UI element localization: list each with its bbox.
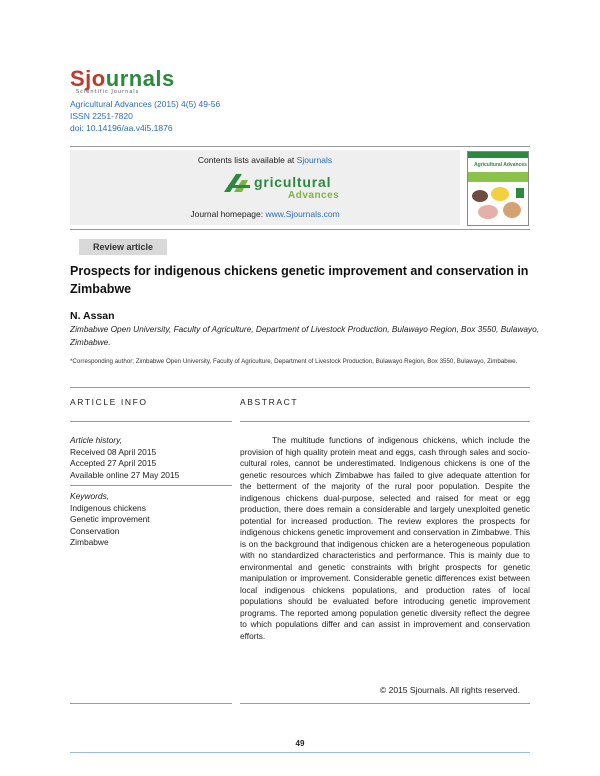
footer-rule-right — [240, 703, 530, 704]
bottom-rule — [70, 752, 530, 753]
copyright: © 2015 Sjournals. All rights reserved. — [380, 685, 520, 695]
info-rule — [70, 421, 232, 422]
article-info-heading: ARTICLE INFO — [70, 397, 148, 407]
abstract-heading: ABSTRACT — [240, 397, 299, 407]
publisher-tagline: Scientific Journals — [76, 89, 140, 95]
doi-link[interactable]: doi: 10.14196/aa.v4i5.1876 — [70, 123, 173, 133]
keywords-label: Keywords, — [70, 491, 110, 501]
history-label: Article history, — [70, 435, 122, 445]
online-date: Available online 27 May 2015 — [70, 469, 180, 480]
issn: ISSN 2251-7820 — [70, 111, 133, 121]
journal-citation: Agricultural Advances (2015) 4(5) 49-56 — [70, 99, 221, 109]
keyword: Indigenous chickens — [70, 502, 146, 513]
journal-logo-a-icon — [222, 172, 256, 194]
article-title: Prospects for indigenous chickens genetic improvement and conservation in Zimbabwe — [70, 264, 529, 296]
keyword: Conservation — [70, 525, 120, 536]
journal-cover-thumbnail — [467, 151, 529, 226]
journal-homepage-line: Journal homepage: www.Sjournals.com — [190, 209, 340, 219]
accepted-date: Accepted 27 April 2015 — [70, 458, 157, 468]
author-affiliation: Zimbabwe Open University, Faculty of Agriculture, Department of Livestock Production, Bulawayo Region, Box 3550, Bulawayo, Zimbabwe. — [70, 324, 540, 347]
keyword: Zimbabwe — [70, 537, 109, 547]
cover-image — [468, 184, 528, 224]
abstract-rule — [240, 421, 530, 422]
received-date: Received 08 April 2015 — [70, 446, 157, 457]
info-top-rule — [70, 387, 530, 388]
journal-logo: gricultural Advances — [222, 170, 362, 204]
keywords-block — [70, 491, 150, 549]
abstract-text: The multitude functions of indigenous chickens, which include the provision of high quality protein meat and eggs, cash through sales and socio-cultural roles, cannot be underestimated. Indigenous chickens is one of the genetic resources which Zimbabwe has failed to give adequate attention for the betterment of the majority of the rural poor population. Despite the indigenous chickens dual-purpose, selected and raised for meat or egg production, there does remain a considerable and largely unexploited genetic potential for increased production. The review explores the prospects for indigenous chickens genetic improvement and conservation in Zimbabwe. This is on the background that indigenous chicken are a heterogeneous population with no standardized characteristics and performance. This is mainly due to environmental and genetic constraints with bright prospects for genetic manipulation or improvement. Considerable genetic differences exist between local indigenous chickens populations, and production rates of local populations should be evaluated before introducing genetic improvement programs. The reported among population genetic diversity reflect the degree to which populations differ and can assist in improvement and conservation efforts. — [240, 435, 530, 641]
author-name: N. Assan — [70, 310, 115, 322]
publisher-logo: Sjournals — [70, 66, 175, 91]
article-history — [70, 435, 179, 481]
page-number: 49 — [295, 739, 305, 748]
article-type-label: Review article — [79, 239, 167, 255]
footer-rule-left — [70, 703, 232, 704]
corresponding-author: *Corresponding author; Zimbabwe Open University, Faculty of Agriculture, Department of Livestock Production, Bulawayo Region, Box 3550, Bulawayo, Zimbabwe. — [70, 358, 518, 365]
history-rule — [70, 485, 232, 486]
contents-line: Contents lists available at Sjournals — [197, 155, 333, 165]
sjournals-link[interactable]: Sjournals — [296, 155, 333, 165]
homepage-link[interactable]: www.Sjournals.com — [265, 209, 340, 219]
header-top-rule — [70, 146, 530, 147]
header-bottom-rule — [70, 229, 530, 230]
keyword: Genetic improvement — [70, 514, 150, 524]
cover-title: Agricultural Advances — [474, 162, 527, 168]
